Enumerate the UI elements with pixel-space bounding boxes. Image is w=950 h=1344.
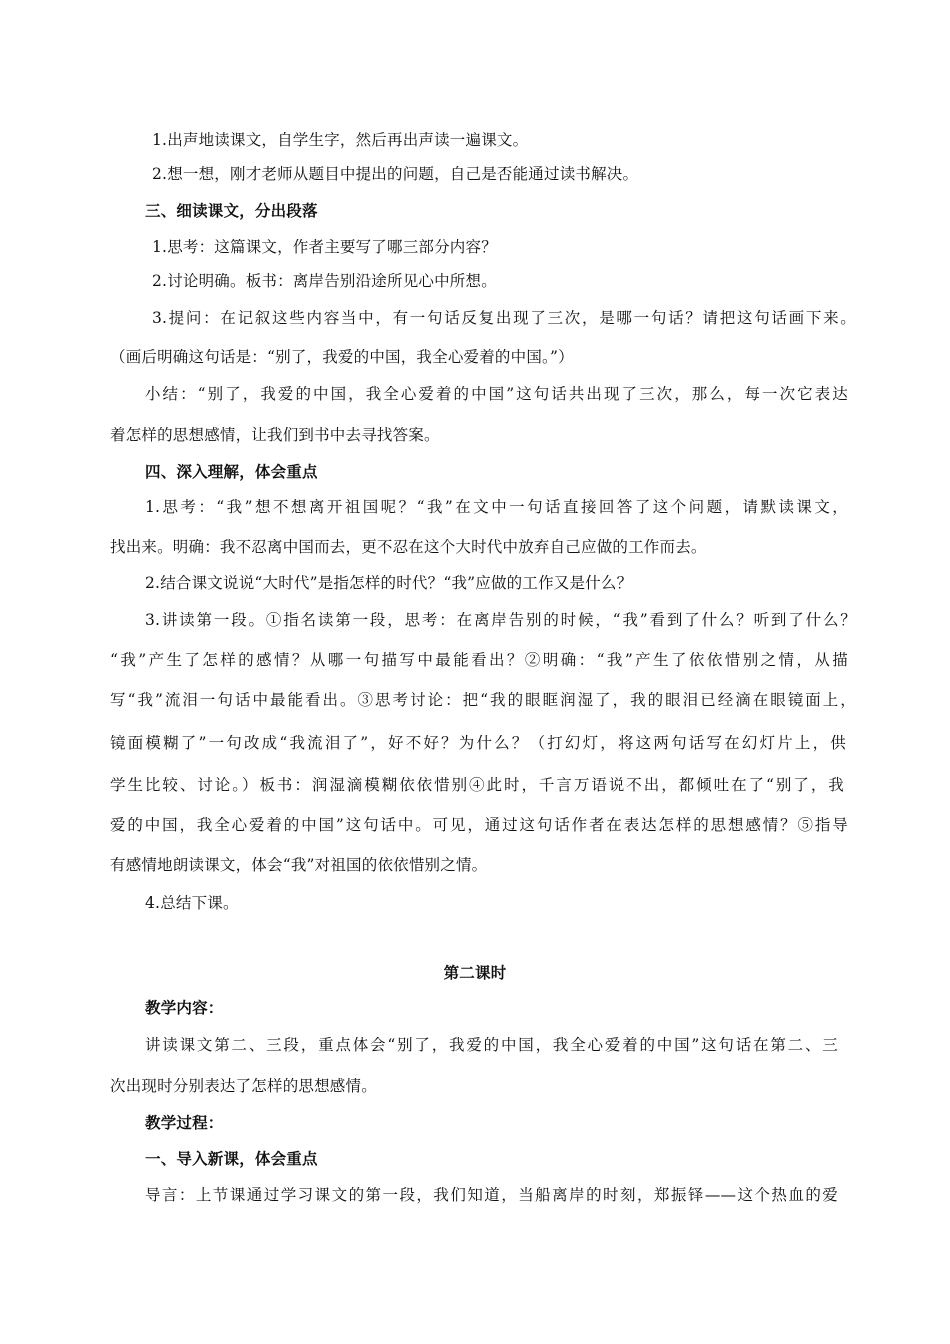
paragraph-line: 3.讲读第一段。①指名读第一段，思考：在离岸告别的时候，“我”看到了什么？听到了什么？ [145,611,856,629]
paragraph-line: 镜面模糊了”一句改成“我流泪了”，好不好？为什么？（打幻灯，将这两句话写在幻灯片上，供 [110,734,846,752]
step-3-text: 3.提问：在记叙这些内容当中，有一句话反复出现了三次，是哪一句话？请把这句话画下来。 [152,309,856,327]
lesson-title: 第二课时 [443,963,507,982]
paragraph-line: 爱的中国，我全心爱着的中国”这句话中。可见，通过这句话作者在表达怎样的思想感情？⑤指导 [110,816,848,834]
paragraph-line: 写“我”流泪一句话中最能看出。③思考讨论：把“我的眼眶润湿了，我的眼泪已经滴在眼镜面上， [110,691,856,709]
section-heading-4: 四、深入理解，体会重点 [145,462,318,481]
paragraph-line: （画后明确这句话是：“别了，我爱的中国，我全心爱着的中国。”） [110,348,574,366]
step-2-text: 2.讨论明确。板书：离岸告别沿途所见心中所想。 [152,272,497,290]
paragraph-line: 4.总结下课。 [145,894,239,912]
paragraph-line: 导言：上节课通过学习课文的第一段，我们知道，当船离岸的时刻，郑振铎——这个热血的爱 [145,1186,838,1204]
paragraph-line: 讲读课文第二、三段，重点体会“别了，我爱的中国，我全心爱着的中国”这句话在第二、三 [145,1036,838,1054]
paragraph-line: 学生比较、讨论。）板书：润湿滴模糊依依惜别④此时，千言万语说不出，都倾吐在了“别了，我 [110,776,844,794]
paragraph-line: 有感情地朗读课文，体会“我”对祖国的依依惜别之情。 [110,856,488,874]
paragraph-line: 1.思考：“我”想不想离开祖国呢？“我”在文中一句话直接回答了这个问题，请默读课文， [145,498,848,516]
paragraph-line: 找出来。明确：我不忍离中国而去，更不忍在这个大时代中放弃自己应做的工作而去。 [110,538,707,556]
section-heading-3: 三、细读课文，分出段落 [145,201,318,220]
teaching-process-heading: 教学过程： [145,1113,224,1132]
paragraph-line: 次出现时分别表达了怎样的思想感情。 [110,1077,377,1095]
step-2-text: 2.想一想，刚才老师从题目中提出的问题，自己是否能通过读书解决。 [152,165,639,183]
section-heading-1: 一、导入新课，体会重点 [145,1149,318,1168]
summary-line: 小结：“别了，我爱的中国，我全心爱着的中国”这句话共出现了三次，那么，每一次它表达 [145,385,848,403]
step-1-text: 1.思考：这篇课文，作者主要写了哪三部分内容？ [152,238,497,256]
paragraph-line: 2.结合课文说说“大时代”是指怎样的时代？“我”应做的工作又是什么？ [145,574,633,592]
paragraph-line: 着怎样的思想感情，让我们到书中去寻找答案。 [110,426,440,444]
paragraph-line: “我”产生了怎样的感情？从哪一句描写中最能看出？②明确：“我”产生了依依惜别之情，从描 [110,651,848,669]
step-1-text: 1.出声地读课文，自学生字，然后再出声读一遍课文。 [152,131,529,149]
teaching-content-heading: 教学内容： [145,998,224,1017]
